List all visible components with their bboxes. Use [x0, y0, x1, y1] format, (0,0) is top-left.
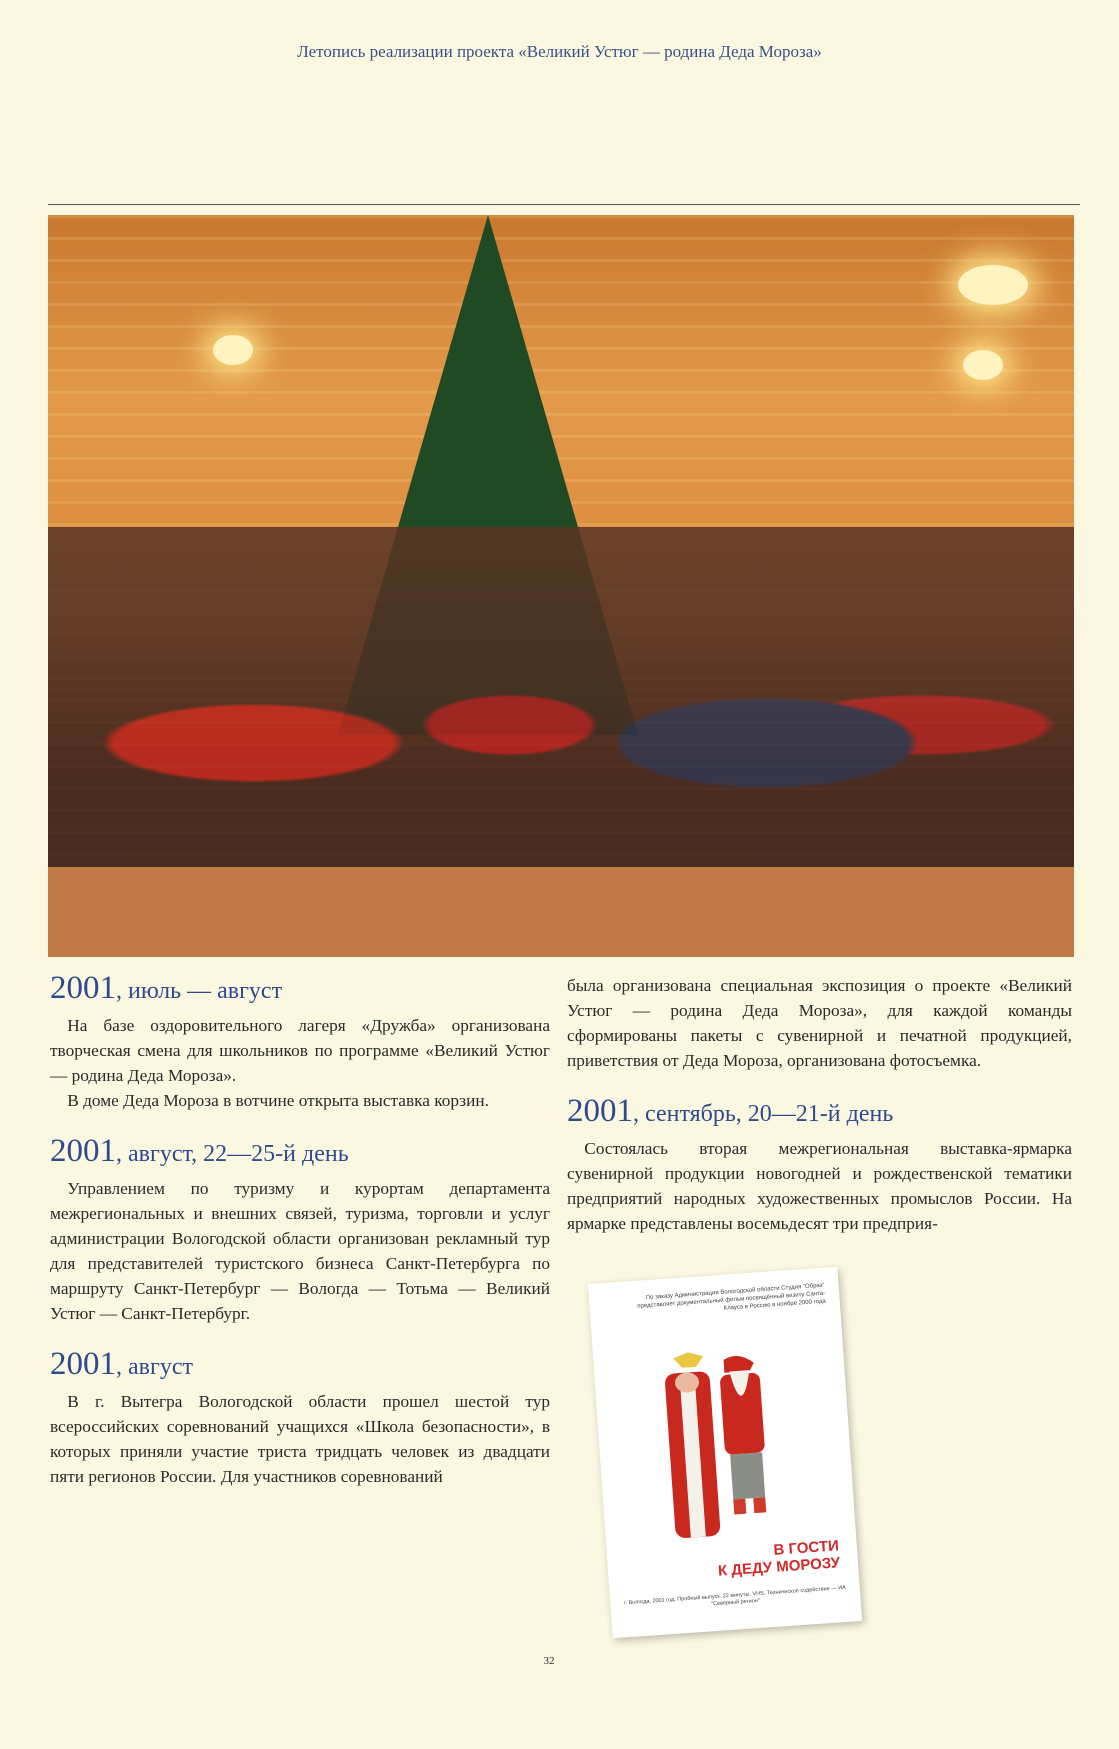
- heading-year: 2001: [567, 1093, 633, 1129]
- section-august: [50, 1344, 550, 1489]
- cover-title-line: К ДЕДУ МОРОЗУ: [717, 1554, 841, 1580]
- section-heading: [50, 1344, 550, 1387]
- people-group: [48, 527, 1074, 887]
- continuation: [567, 973, 1072, 1073]
- cover-title: [716, 1537, 840, 1579]
- cover-title-line: В ГОСТИ: [772, 1537, 840, 1559]
- heading-year: 2001: [50, 1133, 116, 1169]
- paragraph: Состоялась вторая межрегиональная выставка-ярмарка сувенирной продукции новогодней и рождественской тематики предприятий народных художественных промыслов России. На ярмарке представлены восемьдесят три предприя-: [567, 1139, 1072, 1233]
- heading-year: 2001: [50, 1346, 116, 1382]
- section-september-20-21: [567, 1091, 1072, 1236]
- heading-year: 2001: [50, 970, 116, 1006]
- section-heading: [50, 1131, 550, 1174]
- paragraph: На базе оздоровительного лагеря «Дружба» организована творческая смена для школьников по программе «Великий Устюг — родина Деда Мороза».: [50, 1016, 550, 1085]
- paragraph: В г. Вытегра Вологодской области прошел шестой тур всероссийских соревнований учащихся «Школа безопасности», в которых приняли участие триста тридцать человек из двадцати пяти регионов России. Для участников соревнований: [50, 1392, 550, 1486]
- paragraph: В доме Деда Мороза в вотчине открыта выставка корзин.: [67, 1091, 489, 1110]
- section-july-august: [50, 968, 550, 1113]
- wall-lamp: [963, 350, 1003, 380]
- chandelier: [958, 265, 1028, 305]
- section-heading: [567, 1091, 1072, 1134]
- paragraph: Управлением по туризму и курортам департамента межрегиональных и внешних связей, туризма, торговли и услуг администрации Вологодской области организован рекламный тур для представителей туристского бизнеса Санкт-Петербурга по маршруту Санкт-Петербург — Вологда — Тотьма — Великий Устюг — Санкт-Петербург.: [50, 1179, 550, 1323]
- cover-footer-text: г. Вологда, 2001 год. Пробный выпуск. 22 минуты. VHS. Техническое содействие — ИА "Северный регион": [623, 1584, 847, 1608]
- heading-date: , сентябрь, 20—21-й день: [633, 1101, 894, 1127]
- paragraph: была организована специальная экспозиция о проекте «Великий Устюг — родина Деда Мороза», для каждой команды сформированы пакеты с сувенирной и печатной продукцией, приветствия от Деда Мороза, организована фотосъемка.: [567, 976, 1072, 1070]
- wall-lamp: [213, 335, 253, 365]
- page-number: 32: [543, 1655, 555, 1667]
- running-title: Летопись реализации проекта «Великий Устюг — родина Деда Мороза»: [297, 42, 822, 61]
- heading-date: , июль — август: [116, 978, 283, 1004]
- heading-date: , август, 22—25-й день: [116, 1141, 349, 1167]
- header-rule: [48, 204, 1080, 205]
- heading-date: , август: [116, 1354, 193, 1380]
- video-cover: [588, 1267, 862, 1639]
- left-column: [50, 968, 550, 1507]
- section-august-22-25: [50, 1131, 550, 1326]
- cover-top-text: По заказу Администрации Вологодской области Студия "Образ" представляет документальный фильм посвящённый визиту Санта-Клауса в Россию в ноябре 2000 года: [637, 1282, 826, 1312]
- floor: [48, 867, 1074, 957]
- section-heading: [50, 968, 550, 1011]
- right-column: [567, 973, 1072, 1254]
- group-photo: [48, 215, 1074, 957]
- ded-moroz-and-santa-illustration: [633, 1346, 796, 1546]
